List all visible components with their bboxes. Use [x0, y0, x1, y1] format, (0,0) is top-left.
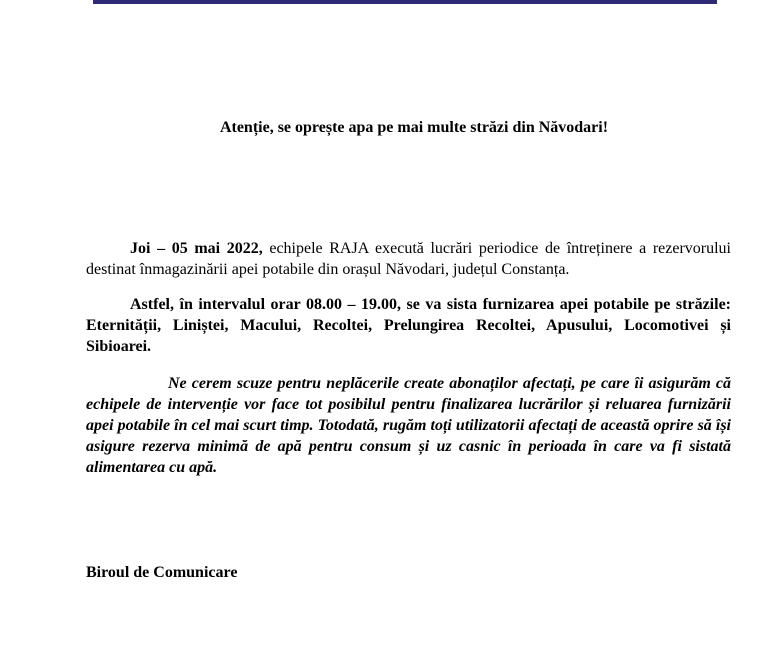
paragraph-apology: Ne cerem scuze pentru neplăcerile create abonaților afectați, pe care îi asigurăm că echipele de intervenție vor face tot posibilul pentru finalizarea lucrărilor și reluarea furnizării apei potabile în cel mai scurt timp. Totodată, rugăm toți utilizatorii afectați de această oprire să își asigure rezerva minimă de apă pentru consum și uz casnic în perioada în care va fi sistată alimentarea cu apă.	[86, 375, 731, 476]
paragraph-affected-streets: Astfel, în intervalul orar 08.00 – 19.00, se va sista furnizarea apei potabile pe străzile: Eternității, Liniștei, Macului, Recoltei, Prelungirea Recoltei, Apusului, Locomotivei și Sibioarei.	[86, 296, 731, 355]
document-title: Atenție, se oprește apa pe mai multe străzi din Năvodari!	[219, 119, 609, 136]
header-accent-bar	[93, 0, 717, 4]
paragraph-announcement	[86, 238, 731, 280]
announcement-text: echipele RAJA execută lucrări periodice de întreținere a rezervorului destinat înmagazinării apei potabile din orașul Năvodari, județul Constanța.	[86, 240, 732, 278]
announcement-date: Joi – 05 mai 2022,	[130, 240, 263, 257]
signature: Biroul de Comunicare	[86, 564, 238, 581]
